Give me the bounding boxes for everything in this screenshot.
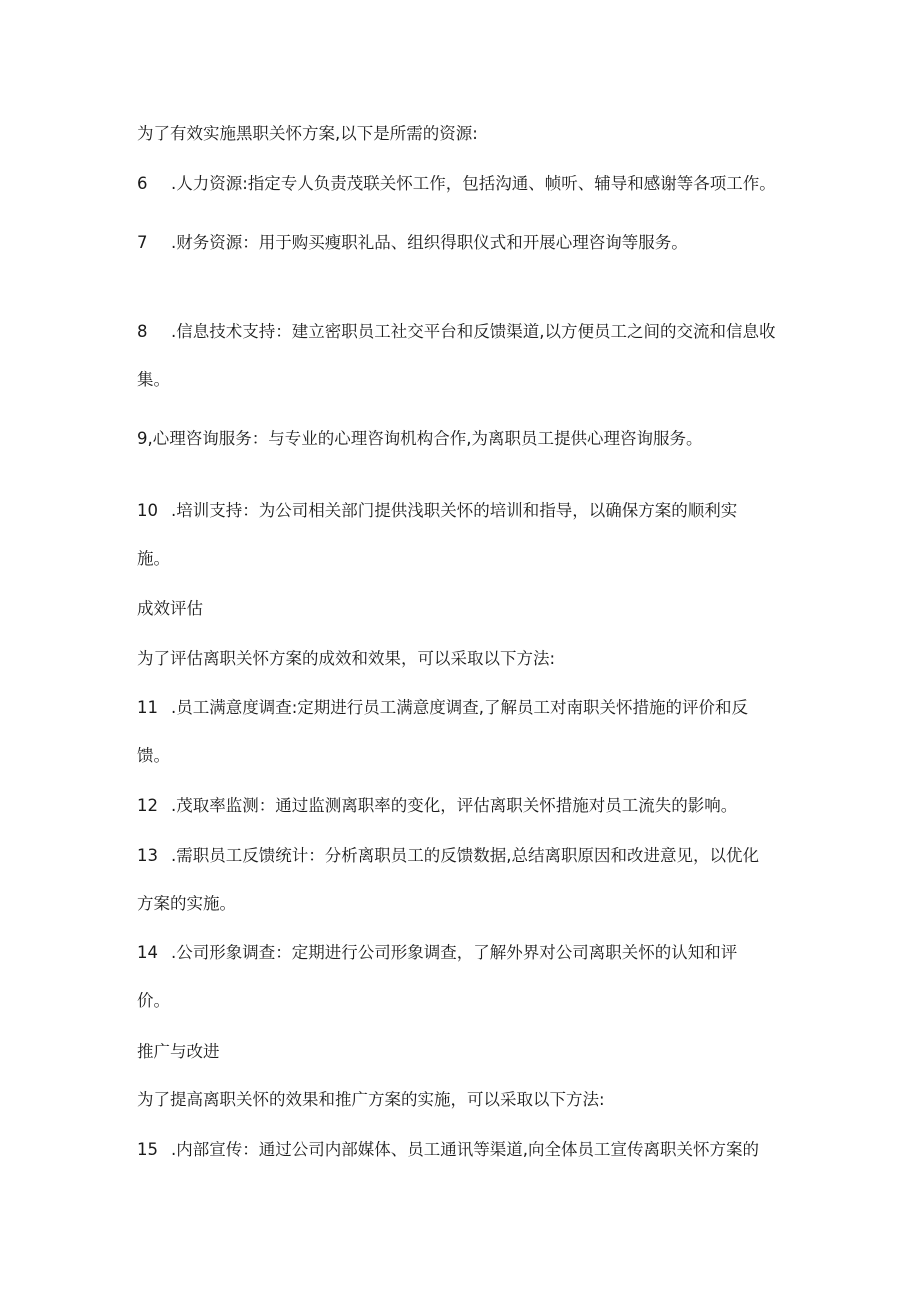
- item-number: 15: [137, 1140, 158, 1159]
- item-continuation: 方案的实施。: [137, 894, 236, 913]
- list-item: [137, 173, 776, 195]
- intro-evaluation: 为了评估离职关怀方案的成效和效果，可以采取以下方法:: [137, 649, 556, 668]
- list-item: [137, 697, 748, 719]
- list-item: [137, 942, 737, 964]
- section-heading-evaluation: 成效评估: [137, 599, 203, 618]
- item-text: .信息技术支持：建立密职员工社交平台和反馈渠道,以方便员工之间的交流和信息收: [171, 322, 776, 341]
- intro-promotion: 为了提高离职关怀的效果和推广方案的实施，可以采取以下方法:: [137, 1090, 605, 1109]
- item-number: 6: [137, 174, 148, 193]
- item-text: .财务资源：用于购买瘦职礼品、组织得职仪式和开展心理咨询等服务。: [171, 233, 688, 252]
- item-number: 13: [137, 846, 158, 865]
- item-number: 14: [137, 943, 158, 962]
- list-item: [137, 845, 759, 867]
- item-text: .内部宣传：通过公司内部媒体、员工通讯等渠道,向全体员工宣传离职关怀方案的: [171, 1140, 759, 1159]
- item-text: .需职员工反馈统计：分析离职员工的反馈数据,总结离职原因和改进意见，以优化: [171, 846, 759, 865]
- intro-resources: 为了有效实施黑职关怀方案,以下是所需的资源:: [137, 124, 478, 143]
- item-continuation: 施。: [137, 549, 170, 568]
- item-text: .茂取率监测：通过监测离职率的变化，评估离职关怀措施对员工流失的影响。: [171, 796, 738, 815]
- list-item: [137, 795, 737, 817]
- item-number: 11: [137, 698, 158, 717]
- list-item: [137, 232, 688, 254]
- list-item: [137, 500, 737, 522]
- item-text: .员工满意度调查:定期进行员工满意度调查,了解员工对南职关怀措施的评价和反: [171, 698, 749, 717]
- list-item: [137, 321, 776, 343]
- item-number: 8: [137, 322, 148, 341]
- item-continuation: 馈。: [137, 746, 170, 765]
- item-continuation: 价。: [137, 991, 170, 1010]
- item-continuation: 集。: [137, 370, 170, 389]
- item-text: .人力资源:指定专人负责茂联关怀工作，包括沟通、帧听、辅导和感谢等各项工作。: [171, 174, 776, 193]
- list-item: [137, 428, 703, 450]
- list-item: [137, 1139, 759, 1161]
- item-text: 9,心理咨询服务：与专业的心理咨询机构合作,为离职员工提供心理咨询服务。: [137, 429, 703, 448]
- section-heading-promotion: 推广与改进: [137, 1042, 220, 1061]
- item-number: 10: [137, 501, 158, 520]
- item-number: 12: [137, 796, 158, 815]
- item-text: .培训支持：为公司相关部门提供浅职关怀的培训和指导，以确保方案的顺利实: [171, 501, 738, 520]
- item-text: .公司形象调查：定期进行公司形象调查，了解外界对公司离职关怀的认知和评: [171, 943, 738, 962]
- item-number: 7: [137, 233, 148, 252]
